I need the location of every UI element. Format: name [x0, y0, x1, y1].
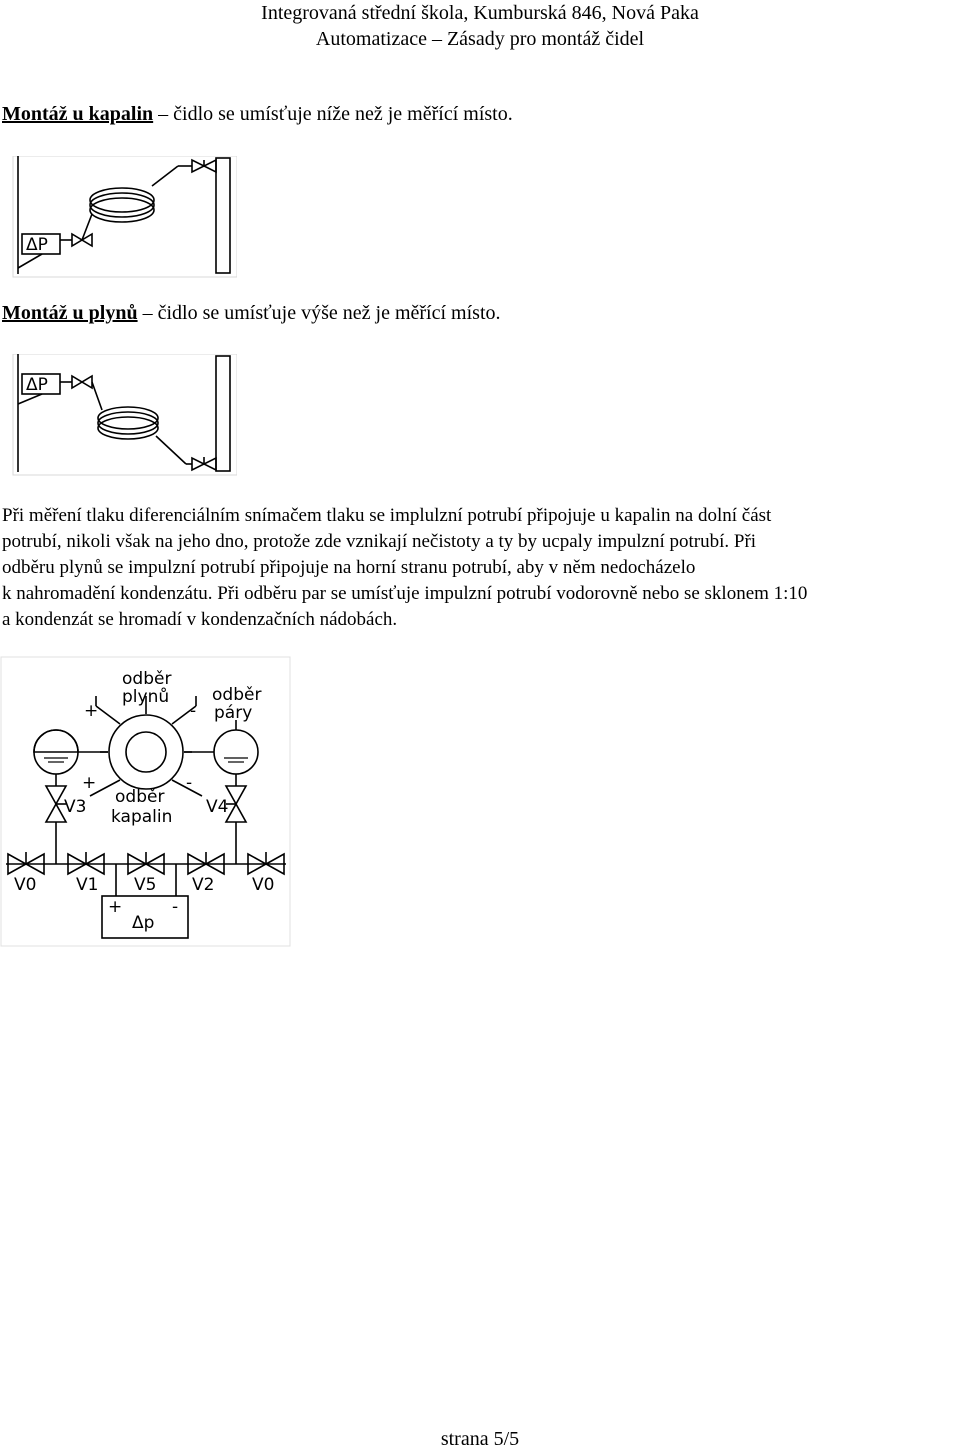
paragraph-line: k nahromadění kondenzátu. Při odběru par se umísťuje impulzní potrubí vodorovně nebo se sklonem 1:10: [2, 583, 808, 604]
dp-minus-sign: -: [172, 897, 179, 917]
dp-sensor-label: Δp: [132, 913, 155, 933]
liquids-term: Montáž u kapalin: [2, 103, 154, 125]
paragraph-line: a kondenzát se hromadí v kondenzačních nádobách.: [2, 609, 398, 630]
gases-mounting-diagram: [12, 354, 237, 476]
paragraph-line: Při měření tlaku diferenciálním snímačem tlaku se implulzní potrubí připojuje u kapalin na dolní část: [2, 505, 772, 526]
plus-sign: +: [82, 773, 97, 793]
explanation-paragraph: [2, 503, 960, 633]
valve-v3-label: V3: [64, 797, 87, 817]
liquids-heading: [2, 103, 513, 126]
liquid-tap-label-1: odběr: [115, 787, 165, 807]
liquids-sensor-label: ΔP: [26, 235, 48, 255]
valve-v0-left-label: V0: [14, 875, 37, 895]
manifold-diagram: [0, 656, 292, 948]
liquid-tap-label-2: kapalin: [111, 807, 173, 827]
valve-v5-label: V5: [134, 875, 157, 895]
steam-tap-label-2: páry: [214, 703, 253, 723]
gases-rule: – čidlo se umísťuje výše než je měřící místo.: [137, 302, 501, 324]
paragraph-line: odběru plynů se impulzní potrubí připojuje na horní stranu potrubí, aby v něm nedocházelo: [2, 557, 696, 578]
valve-v4-label: V4: [206, 797, 229, 817]
page-header: [180, 0, 780, 52]
gases-heading: [2, 302, 501, 325]
gas-tap-label-1: odběr: [122, 669, 172, 689]
gas-tap-label-2: plynů: [122, 687, 170, 707]
valve-v2-label: V2: [192, 875, 215, 895]
valve-v1-label: V1: [76, 875, 99, 895]
page-number: strana 5/5: [440, 1428, 520, 1450]
gases-term: Montáž u plynů: [2, 302, 138, 324]
minus-sign: -: [186, 773, 193, 793]
liquids-mounting-diagram: [12, 156, 237, 278]
header-subject: Automatizace – Zásady pro montáž čidel: [315, 28, 645, 50]
dp-plus-sign: +: [108, 897, 123, 917]
steam-tap-label-1: odběr: [212, 685, 262, 705]
plus-sign: +: [84, 701, 99, 721]
gases-sensor-label: ΔP: [26, 375, 48, 395]
minus-sign: -: [190, 701, 197, 721]
liquids-rule: – čidlo se umísťuje níže než je měřící místo.: [153, 103, 513, 125]
header-school: Integrovaná střední škola, Kumburská 846, Nová Paka: [261, 2, 699, 24]
valve-v0-right-label: V0: [252, 875, 275, 895]
paragraph-line: potrubí, nikoli však na jeho dno, protože zde vznikají nečistoty a ty by ucpaly impulzní potrubí. Při: [2, 531, 757, 552]
